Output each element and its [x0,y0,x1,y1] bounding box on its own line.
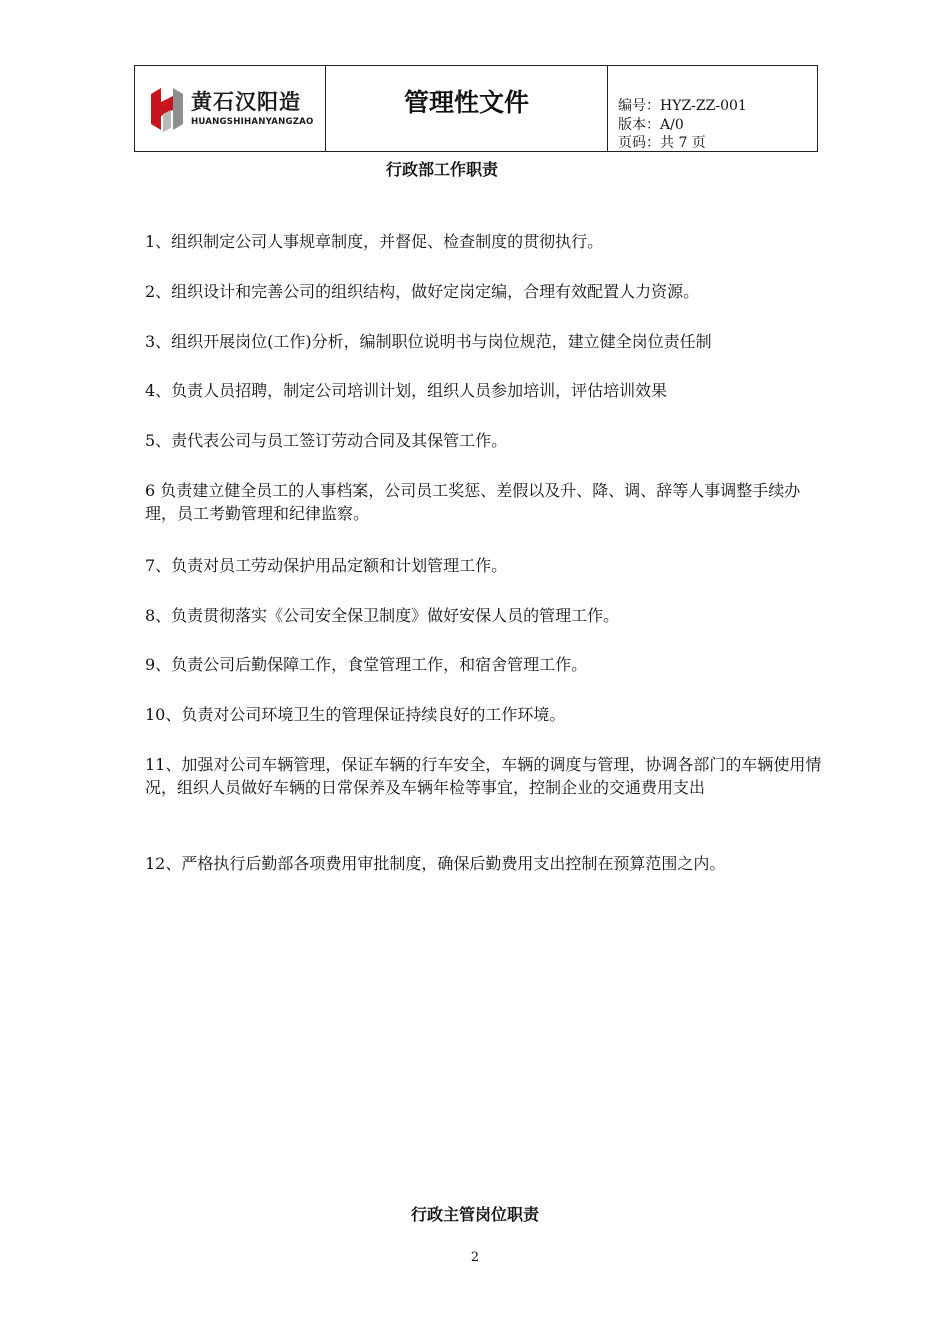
logo-name-en: HUANGSHIHANYANGZAO [191,117,314,127]
duty-item: 9、负责公司后勤保障工作，食堂管理工作，和宿舍管理工作。 [145,655,588,674]
duty-item: 11、加强对公司车辆管理，保证车辆的行车安全，车辆的调度与管理，协调各部门的车辆使用情况，组织人员做好车辆的日常保养及车辆年检等事宜，控制企业的交通费用支出 [145,755,822,797]
duty-item: 8、负责贯彻落实《公司安全保卫制度》做好安保人员的管理工作。 [145,606,620,625]
doc-type-cell [326,66,608,151]
logo-name-cn: 黄石汉阳造 [191,90,301,114]
duty-item: 2、组织设计和完善公司的组织结构，做好定岗定编，合理有效配置人力资源。 [145,282,700,301]
duty-item: 1、组织制定公司人事规章制度，并督促、检查制度的贯彻执行。 [145,232,604,251]
doc-code: 编号：HYZ-ZZ-001 [618,98,747,114]
duty-item: 3、组织开展岗位(工作)分析，编制职位说明书与岗位规范，建立健全岗位责任制 [145,332,712,351]
duty-item: 7、负责对员工劳动保护用品定额和计划管理工作。 [145,556,508,575]
page-number: 2 [470,1250,480,1265]
duty-item: 6 负责建立健全员工的人事档案，公司员工奖惩、差假以及升、降、调、辞等人事调整手续办理，员工考勤管理和纪律监察。 [145,481,801,523]
company-logo-icon [149,84,185,134]
document-header [134,65,818,152]
duty-item: 4、负责人员招聘，制定公司培训计划，组织人员参加培训，评估培训效果 [145,381,668,400]
logo-cell [135,66,326,151]
doc-meta-cell [608,66,817,151]
duty-item: 12、严格执行后勤部各项费用审批制度，确保后勤费用支出控制在预算范围之内。 [145,854,726,873]
doc-version: 版本：A/0 [618,117,684,133]
doc-type-title: 管理性文件 [403,88,529,117]
doc-page-count: 页码：共 7 页 [618,135,706,151]
section-title: 行政部工作职责 [385,160,498,179]
duty-item: 10、负责对公司环境卫生的管理保证持续良好的工作环境。 [145,705,566,724]
next-section-title: 行政主管岗位职责 [410,1205,539,1224]
duty-item: 5、责代表公司与员工签订劳动合同及其保管工作。 [145,431,508,450]
